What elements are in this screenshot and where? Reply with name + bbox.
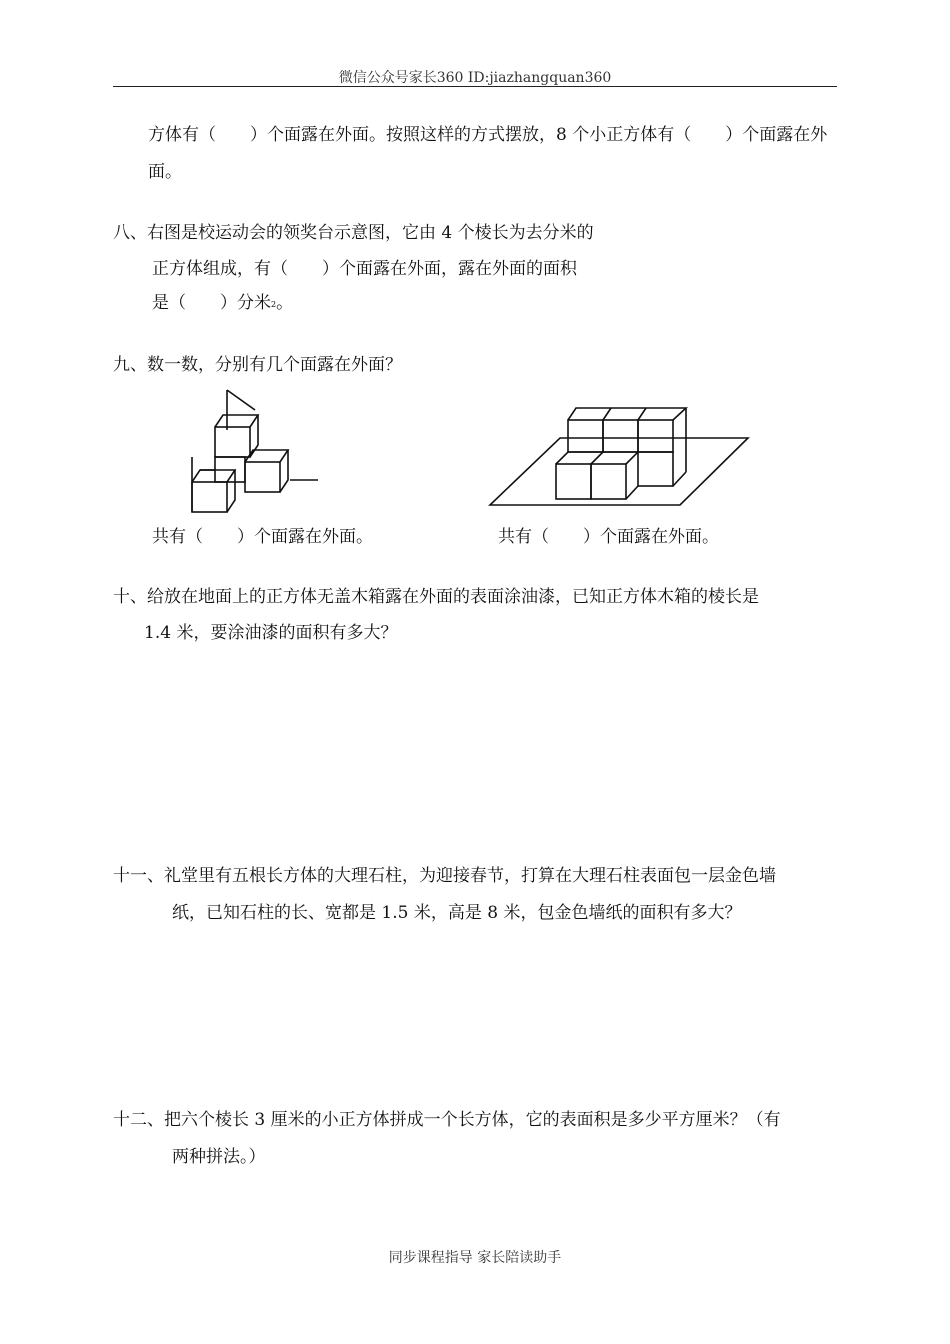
q8-line-2: 正方体组成，有（ ）个面露在外面，露在外面的面积: [152, 259, 577, 279]
q8-line-3-end: 。: [276, 293, 294, 313]
q11-line-1: 十一、礼堂里有五根长方体的大理石柱，为迎接春节，打算在大理石柱表面包一层金色墙: [113, 866, 776, 886]
q8-line-3-text: 是（ ）分米: [152, 293, 271, 313]
q11-line-2: 纸，已知石柱的长、宽都是 1.5 米，高是 8 米，包金色墙纸的面积有多大？: [172, 903, 742, 923]
q12-line-1: 十二、把六个棱长 3 厘米的小正方体拼成一个长方体，它的表面积是多少平方厘米？（有: [113, 1110, 781, 1130]
header-rule: [113, 86, 837, 87]
q12-line-2: 两种拼法。）: [172, 1147, 266, 1167]
q9-figure-1-caption: 共有（ ）个面露在外面。: [152, 527, 373, 547]
page-footer: 同步课程指导 家长陪读助手: [388, 1250, 562, 1266]
q10-line-2: 1.4 米，要涂油漆的面积有多大？: [144, 623, 398, 643]
q7-line-2: 面。: [148, 162, 182, 182]
q9-figure-1-corner-cubes: [140, 385, 330, 520]
q8-unit-exponent: 2: [271, 300, 277, 309]
q9-title: 九、数一数，分别有几个面露在外面？: [113, 355, 402, 375]
q9-figure-2-caption: 共有（ ）个面露在外面。: [498, 527, 719, 547]
q10-line-1: 十、给放在地面上的正方体无盖木箱露在外面的表面涂油漆，已知正方体木箱的棱长是: [113, 587, 759, 607]
page-header: 微信公众号家长360 ID:jiazhangquan360: [338, 70, 612, 86]
q8-line-1: 八、右图是校运动会的领奖台示意图，它由 4 个棱长为去分米的: [113, 223, 594, 243]
q9-figure-2-podium: [488, 400, 753, 510]
q8-line-3: [152, 292, 293, 314]
q7-line-1: 方体有（ ）个面露在外面。按照这样的方式摆放，8 个小正方体有（ ）个面露在外: [148, 125, 828, 145]
